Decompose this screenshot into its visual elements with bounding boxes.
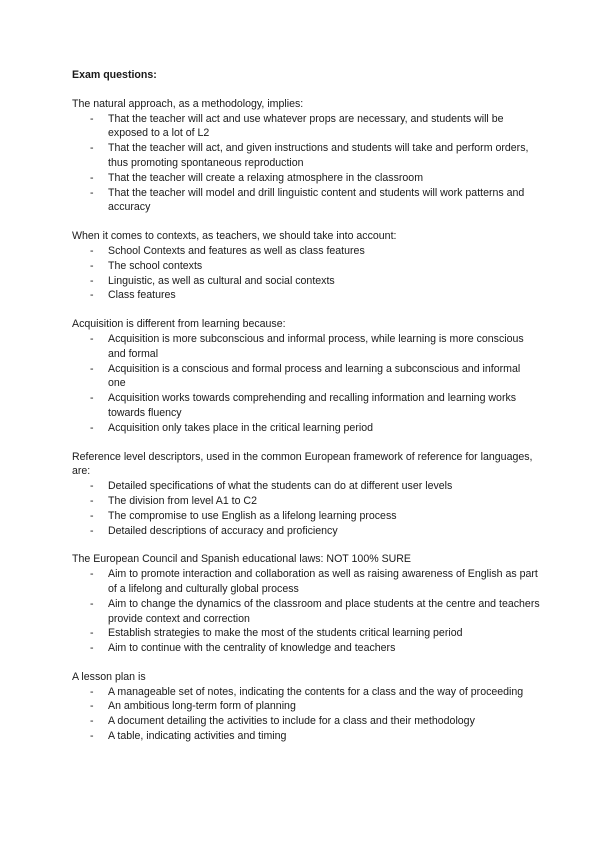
dash-bullet-icon: -	[90, 171, 94, 184]
dash-bullet-icon: -	[90, 421, 94, 434]
answer-option-text: Acquisition only takes place in the critical learning period	[108, 421, 373, 434]
question-block	[72, 552, 540, 656]
answer-option-text: Detailed descriptions of accuracy and proficiency	[108, 524, 338, 537]
dash-bullet-icon: -	[90, 392, 94, 405]
document-title: Exam questions:	[72, 69, 157, 81]
dash-bullet-icon: -	[90, 524, 94, 537]
answer-option	[72, 494, 540, 509]
dash-bullet-icon: -	[90, 186, 94, 199]
answer-option	[72, 391, 540, 421]
answer-option-text: A table, indicating activities and timing	[108, 730, 287, 743]
answer-option-text: Establish strategies to make the most of the students critical learning period	[108, 627, 463, 640]
answer-option	[72, 524, 540, 539]
answer-option-text: Acquisition is more subconscious and informal process, while learning is more conscious and formal	[108, 332, 524, 360]
answer-option-text: Class features	[108, 289, 176, 302]
dash-bullet-icon: -	[90, 730, 94, 743]
answer-option	[72, 112, 540, 142]
dash-bullet-icon: -	[90, 274, 94, 287]
dash-bullet-icon: -	[90, 700, 94, 713]
answer-option-text: That the teacher will act and use whatever props are necessary, and students will be exposed to a lot of L2	[108, 112, 504, 140]
answer-option-text: The school contexts	[108, 259, 203, 272]
answer-option-text: Aim to continue with the centrality of knowledge and teachers	[108, 642, 396, 655]
question-block	[72, 670, 540, 744]
answer-option-text: A manageable set of notes, indicating the contents for a class and the way of proceeding	[108, 685, 524, 698]
question-text: The European Council and Spanish educational laws: NOT 100% SURE	[72, 553, 411, 566]
question-block	[72, 97, 540, 215]
answer-option-text: Aim to change the dynamics of the classroom and place students at the centre and teachers provide context and correction	[108, 597, 540, 625]
answer-option-text: Aim to promote interaction and collaboration as well as raising awareness of English as part of a lifelong and culturally global process	[108, 568, 538, 595]
dash-bullet-icon: -	[90, 509, 94, 522]
answer-option	[72, 729, 540, 744]
question-text: When it comes to contexts, as teachers, we should take into account:	[72, 230, 397, 243]
answer-option	[72, 714, 540, 729]
dash-bullet-icon: -	[90, 332, 94, 345]
answer-option-text: Acquisition works towards comprehending and recalling information and learning works towards fluency	[108, 392, 517, 419]
question-block	[72, 229, 540, 303]
answer-option-text: That the teacher will create a relaxing atmosphere in the classroom	[108, 171, 424, 184]
answer-option	[72, 141, 540, 171]
question-block	[72, 317, 540, 435]
answer-option	[72, 567, 540, 597]
answer-option	[72, 171, 540, 186]
answer-option	[72, 421, 540, 436]
dash-bullet-icon: -	[90, 362, 94, 375]
answer-option-text: An ambitious long-term form of planning	[108, 700, 296, 713]
answer-option	[72, 259, 540, 274]
answer-option-text: Acquisition is a conscious and formal process and learning a subconscious and informal one	[108, 362, 521, 390]
answer-options	[72, 112, 540, 216]
answer-option	[72, 362, 540, 392]
answer-option	[72, 332, 540, 362]
dash-bullet-icon: -	[90, 259, 94, 272]
answer-option-text: The compromise to use English as a lifelong learning process	[108, 509, 397, 522]
answer-option	[72, 641, 540, 656]
question-text: A lesson plan is	[72, 670, 146, 683]
answer-options	[72, 332, 540, 436]
dash-bullet-icon: -	[90, 568, 94, 581]
dash-bullet-icon: -	[90, 715, 94, 728]
answer-option-text: That the teacher will model and drill linguistic content and students will work patterns and accuracy	[108, 186, 525, 214]
answer-option-text: Detailed specifications of what the students can do at different user levels	[108, 480, 453, 493]
dash-bullet-icon: -	[90, 480, 94, 493]
answer-option	[72, 479, 540, 494]
question-text: Reference level descriptors, used in the common European framework of reference for languages, are:	[72, 450, 533, 478]
answer-option	[72, 685, 540, 700]
answer-options	[72, 479, 540, 538]
answer-option	[72, 186, 540, 216]
dash-bullet-icon: -	[90, 494, 94, 507]
question-text: The natural approach, as a methodology, implies:	[72, 97, 304, 110]
dash-bullet-icon: -	[90, 142, 94, 155]
answer-option	[72, 699, 540, 714]
answer-option	[72, 274, 540, 289]
answer-option	[72, 597, 540, 627]
dash-bullet-icon: -	[90, 597, 94, 610]
answer-option	[72, 626, 540, 641]
dash-bullet-icon: -	[90, 112, 94, 125]
answer-options	[72, 567, 540, 656]
question-block	[72, 450, 540, 539]
dash-bullet-icon: -	[90, 289, 94, 302]
answer-option	[72, 244, 540, 259]
answer-option-text: That the teacher will act, and given instructions and students will take and perform orders, thus promoting spontaneous reproduction	[108, 142, 529, 169]
answer-options	[72, 685, 540, 744]
answer-option-text: The division from level A1 to C2	[108, 494, 257, 507]
dash-bullet-icon: -	[90, 244, 94, 257]
question-list	[72, 97, 540, 744]
dash-bullet-icon: -	[90, 685, 94, 698]
answer-options	[72, 244, 540, 303]
dash-bullet-icon: -	[90, 642, 94, 655]
answer-option-text: Linguistic, as well as cultural and social contexts	[108, 274, 335, 287]
answer-option	[72, 509, 540, 524]
dash-bullet-icon: -	[90, 627, 94, 640]
answer-option	[72, 288, 540, 303]
question-text: Acquisition is different from learning because:	[72, 318, 286, 331]
answer-option-text: School Contexts and features as well as class features	[108, 244, 365, 257]
answer-option-text: A document detailing the activities to include for a class and their methodology	[108, 715, 475, 728]
